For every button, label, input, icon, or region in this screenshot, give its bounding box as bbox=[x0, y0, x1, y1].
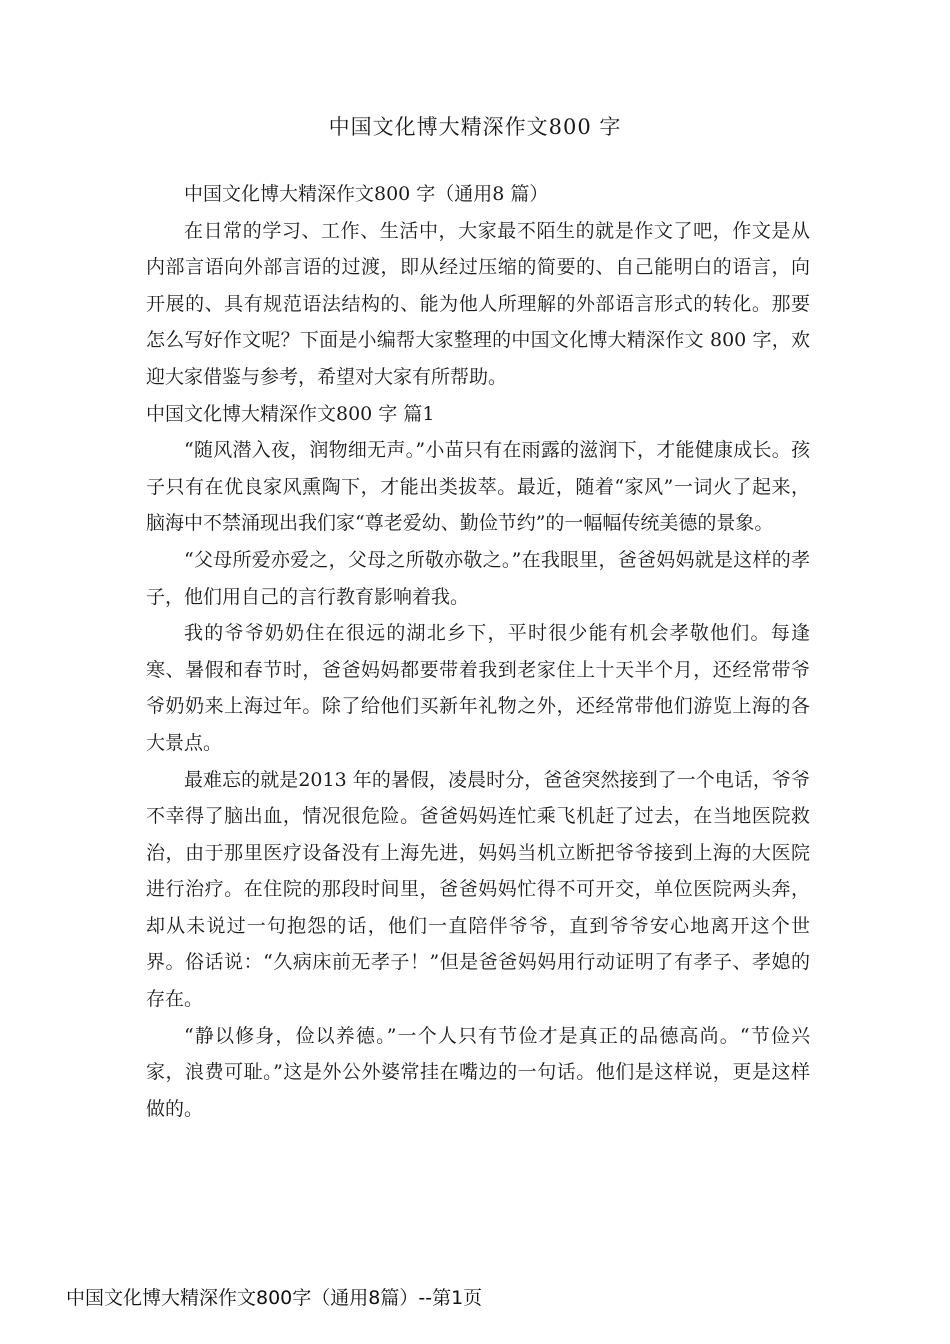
body-paragraph: “随风潜入夜，润物细无声。”小苗只有在雨露的滋润下，才能健康成长。孩子只有在优良家风熏陶下，才能出类拔萃。最近，随着“家风”一词火了起来，脑海中不禁涌现出我们家“尊老爱幼、勤俭节约”的一幅幅传统美德的景象。 bbox=[146, 439, 810, 535]
body-paragraph: “静以修身，俭以养德。”一个人只有节俭才是真正的品德高尚。“节俭兴家，浪费可耻。”这是外公外婆常挂在嘴边的一句话。他们是这样说，更是这样做的。 bbox=[146, 1024, 810, 1120]
section-heading: 中国文化博大精深作文800 字 篇1 bbox=[146, 402, 435, 425]
document-title: 中国文化博大精深作文800 字 bbox=[328, 115, 622, 139]
body-paragraph: 最难忘的就是2013 年的暑假，凌晨时分，爸爸突然接到了一个电话，爷爷不幸得了脑出血，情况很危险。爸爸妈妈连忙乘飞机赶了过去，在当地医院救治，由于那里医疗设备没有上海先进，妈妈当机立断把爷爷接到上海的大医院进行治疗。在住院的那段时间里，爸爸妈妈忙得不可开交，单位医院两头奔，却从未说过一句抱怨的话，他们一直陪伴爷爷，直到爷爷安心地离开这个世界。俗话说：“久病床前无孝子！”但是爸爸妈妈用行动证明了有孝子、孝媳的存在。 bbox=[146, 768, 810, 1011]
body-paragraph: “父母所爱亦爱之，父母之所敬亦敬之。”在我眼里，爸爸妈妈就是这样的孝子，他们用自己的言行教育影响着我。 bbox=[146, 548, 810, 608]
page-footer: 中国文化博大精深作文800字（通用8篇）--第1页 bbox=[66, 1287, 483, 1309]
document-body bbox=[146, 176, 810, 1127]
document-subtitle: 中国文化博大精深作文800 字（通用8 篇） bbox=[184, 183, 549, 205]
body-paragraph: 我的爷爷奶奶住在很远的湖北乡下，平时很少能有机会孝敬他们。每逢寒、暑假和春节时，爸爸妈妈都要带着我到老家住上十天半个月，还经常带爷爷奶奶来上海过年。除了给他们买新年礼物之外，还经常带他们游览上海的各大景点。 bbox=[146, 622, 810, 754]
intro-paragraph: 在日常的学习、工作、生活中，大家最不陌生的就是作文了吧，作文是从内部言语向外部言语的过渡，即从经过压缩的简要的、自己能明白的语言，向开展的、具有规范语法结构的、能为他人所理解的外部语言形式的转化。那要怎么写好作文呢？下面是小编帮大家整理的中国文化博大精深作文 800 字，欢迎大家借鉴与参考，希望对大家有所帮助。 bbox=[146, 219, 810, 388]
